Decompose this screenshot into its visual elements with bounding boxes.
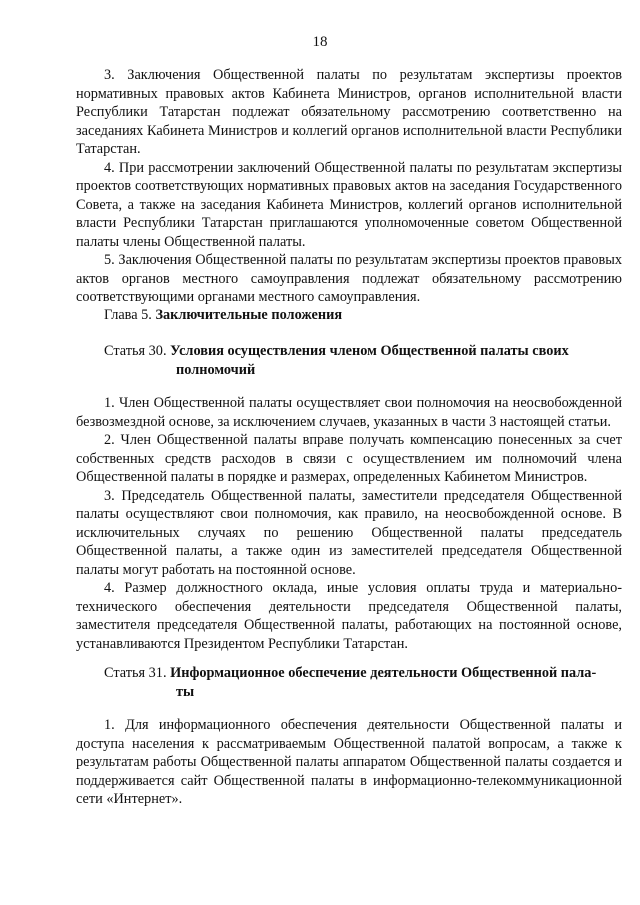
paragraph: 1. Для информационного обеспечения деятельности Общественной палаты и доступа населения к рассматриваемым Общественной палатой вопросам, а также к результатам работы Общественной палаты аппаратом Общественной палаты создается и поддерживается сайт Общественной палаты в информационно-телекоммуникационной сети «Интернет». — [76, 717, 622, 807]
paragraph: 4. Размер должностного оклада, иные условия оплаты труда и материально-технического обеспечения деятельности председателя Общественной палаты, заместителя председателя Общественной палаты, работающих на постоянной основе, устанавливаются Президентом Республики Татарстан. — [76, 580, 622, 652]
paragraph: 2. Член Общественной палаты вправе получать компенсацию понесенных за счет собственных средств расходов в связи с осуществлением им полномочий члена Общественной палаты в порядке и размерах, определенных Кабинетом Министров. — [76, 432, 622, 485]
article-30-body — [76, 394, 622, 653]
article-31-body — [76, 716, 622, 809]
chapter-heading — [104, 306, 342, 325]
paragraph: 5. Заключения Общественной палаты по результатам экспертизы проектов правовых актов органов местного самоуправления подлежат обязательному рассмотрению соответствующими органами местного самоуправления. — [76, 252, 622, 305]
article-30-title-line2: полномочий — [176, 361, 256, 378]
article-30-heading — [104, 342, 622, 379]
chapter-label: Глава 5. — [104, 307, 152, 323]
article-30-title-line1: Условия осуществления членом Общественной палаты своих — [170, 343, 569, 359]
paragraph: 3. Заключения Общественной палаты по результатам экспертизы проектов нормативных правовых актов Кабинета Министров, органов исполнительной власти Республики Татарстан подлежат обязательному рассмотрению соответственно на заседаниях Кабинета Министров и коллегий органов исполнительной власти Республики Татарстан. — [76, 67, 622, 157]
paragraph: 3. Председатель Общественной палаты, заместители председателя Общественной палаты осуществляют свои полномочия, как правило, на неосвобожденной основе. В исключительных случаях по решению Общественной палаты председатель Общественной палаты, а также один из заместителей председателя Общественной палаты могут работать на постоянной основе. — [76, 487, 622, 578]
article-31-heading — [104, 664, 622, 701]
article-30-label: Статья 30. — [104, 343, 167, 359]
paragraph: 4. При рассмотрении заключений Общественной палаты по результатам экспертизы проектов соответствующих нормативных правовых актов на заседания Государственного Совета, а также на заседания Кабинета Министров, коллегий органов исполнительной власти Республики Татарстан приглашаются уполномоченные советом Общественной палаты члены Общественной палаты. — [76, 159, 622, 250]
article-31-title-line2: ты — [176, 683, 195, 700]
paragraph: 1. Член Общественной палаты осуществляет свои полномочия на неосвобожденной безвозмездной основе, за исключением случаев, указанных в части 3 настоящей статьи. — [76, 395, 622, 430]
article-31-label: Статья 31. — [104, 665, 167, 681]
article-31-title-line1: Информационное обеспечение деятельности Общественной пала- — [170, 665, 597, 681]
page-number: 18 — [312, 34, 328, 50]
top-section — [76, 66, 622, 307]
chapter-title: Заключительные положения — [155, 307, 343, 323]
